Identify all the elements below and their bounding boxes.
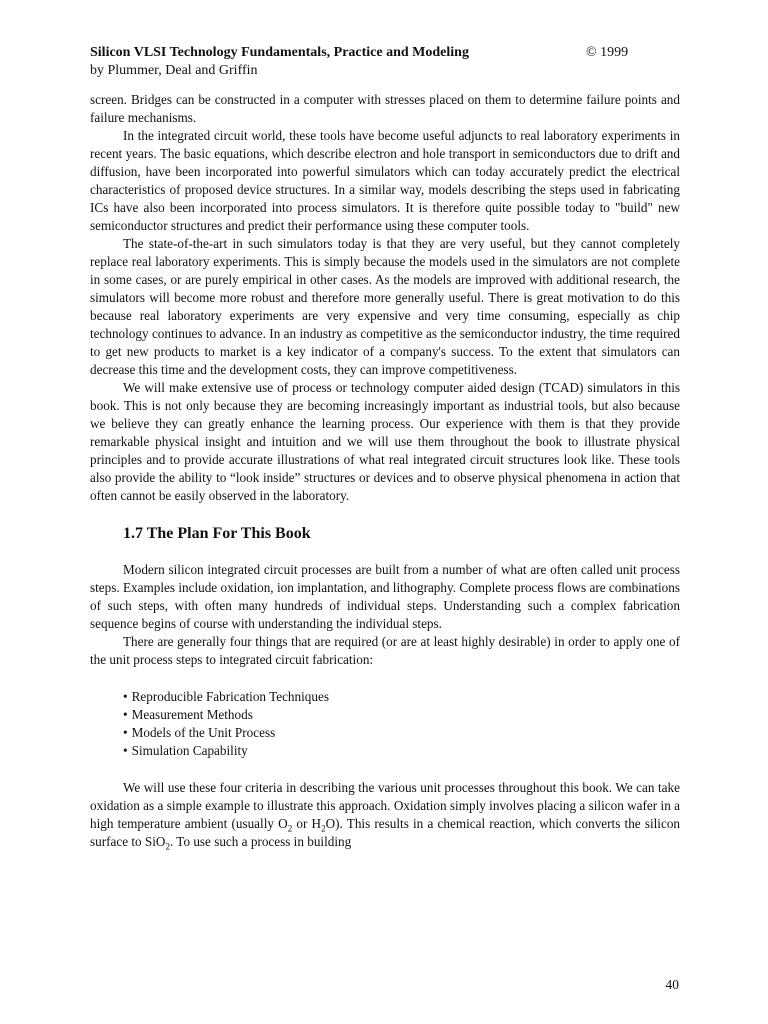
page-number: 40	[665, 977, 679, 992]
subscript: 2	[321, 823, 326, 834]
section-heading: 1.7 The Plan For This Book	[123, 525, 311, 542]
list-item	[123, 742, 680, 760]
criteria-list	[123, 688, 680, 760]
book-title: Silicon VLSI Technology Fundamentals, Practice and Modeling	[90, 45, 469, 60]
text-run: We will use these four criteria in describing the various unit processes throughout this book. We can take oxidation as a simple example to illustrate this approach. Oxidation simply involves placing a silicon wafer in a high temperature ambient (usually O	[90, 780, 680, 831]
subscript: 2	[287, 823, 293, 834]
list-item-text: Simulation Capability	[131, 743, 248, 758]
paragraph: We will make extensive use of process or technology computer aided design (TCAD) simulators in this book. This is not only because they are becoming increasingly important as industrial tools, but also because we believe they can greatly enhance the learning process. Our experience with them is that they provide remarkable physical insight and intuition and we will use them throughout the book to illustrate physical principles and to provide accurate illustrations of what real integrated circuit structures look like. These tools also provide the ability to “look inside” structures or devices and to observe physical phenomena in action that often cannot be easily observed in the laboratory.	[90, 380, 680, 503]
book-authors: by Plummer, Deal and Griffin	[90, 63, 258, 78]
text-run: or H	[292, 816, 322, 831]
bullet-icon: •	[123, 707, 128, 722]
document-page	[90, 44, 680, 851]
bullet-icon: •	[123, 725, 128, 740]
page-body	[90, 91, 680, 851]
bullet-icon: •	[123, 743, 128, 758]
list-item	[123, 724, 680, 742]
subscript: 2	[165, 841, 170, 852]
text-run: . To use such a process in building	[169, 834, 352, 849]
list-item	[123, 706, 680, 724]
paragraph: In the integrated circuit world, these tools have become useful adjuncts to real laboratory experiments in recent years. The basic equations, which describe electron and hole transport in semiconductors due to drift and diffusion, have been incorporated into powerful simulators which can today accurately predict the electrical characteristics of proposed device structures. In a similar way, models describing the steps used in fabricating ICs have also been incorporated into process simulators. It is therefore quite possible today to "build" new semiconductor structures and predict their performance using these computer tools.	[90, 128, 680, 233]
paragraph	[90, 779, 680, 851]
paragraph: Modern silicon integrated circuit processes are built from a number of what are often called unit process steps. Examples include oxidation, ion implantation, and lithography. Complete process flows are combinations of such steps, with often many hundreds of individual steps. Understanding such a complex fabrication sequence begins of course with understanding the individual steps.	[90, 562, 680, 631]
text-run: O). This results in a chemical reaction, which converts the silicon surface to SiO	[90, 816, 681, 849]
list-item-text: Models of the Unit Process	[131, 725, 276, 740]
copyright-notice: © 1999	[586, 45, 629, 60]
list-item	[123, 688, 680, 706]
paragraph: screen. Bridges can be constructed in a computer with stresses placed on them to determine failure points and failure mechanisms.	[90, 92, 680, 125]
list-item-text: Measurement Methods	[131, 707, 253, 722]
running-header	[90, 44, 680, 80]
list-item-text: Reproducible Fabrication Techniques	[131, 689, 329, 704]
paragraph: There are generally four things that are required (or are at least highly desirable) in order to apply one of the unit process steps to integrated circuit fabrication:	[90, 634, 680, 667]
bullet-icon: •	[123, 689, 128, 704]
paragraph: The state-of-the-art in such simulators today is that they are very useful, but they cannot completely replace real laboratory experiments. This is simply because the models used in the simulators are not complete in some cases, or are purely empirical in other cases. As the models are improved with additional research, the simulators will become more robust and therefore more generally useful. There is great motivation to do this because real laboratory experiments are very expensive and very time consuming, especially as chip technology continues to advance. In an industry as competitive as the semiconductor industry, the time required to get new products to market is a key indicator of a company's success. To the extent that simulators can decrease this time and the development costs, they can improve competitiveness.	[90, 236, 680, 377]
